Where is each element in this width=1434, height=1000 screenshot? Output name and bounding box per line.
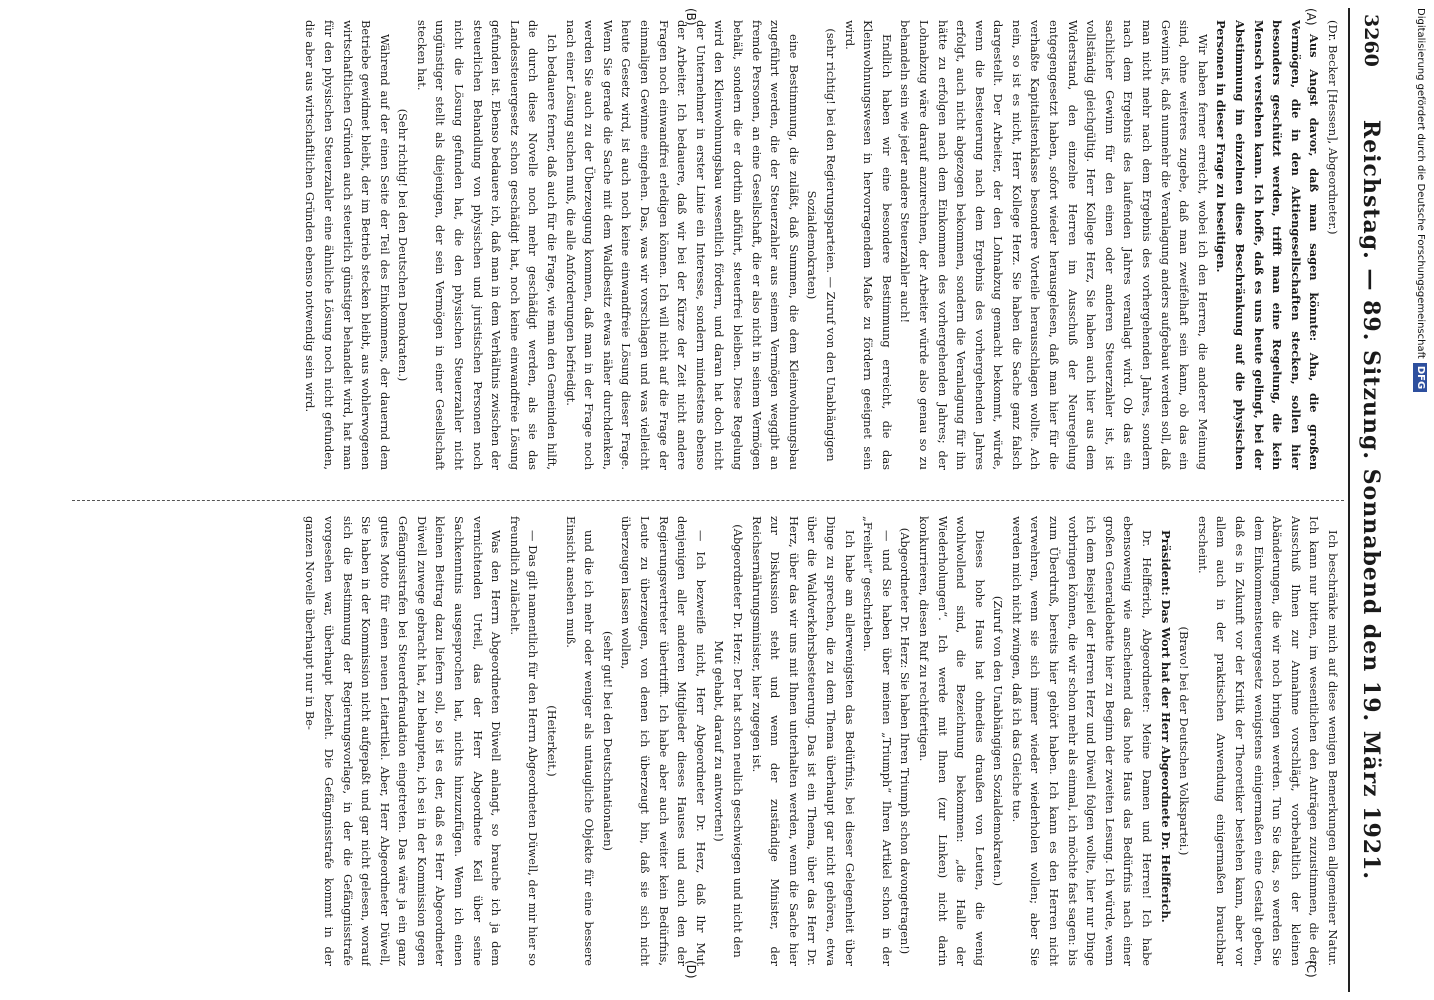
interjection: (Abgeordneter Dr. Herz: Der hat schon neulich geschwiegen und nicht den Mut gehabt, darauf zu antworten!) [712, 524, 745, 958]
paragraph: Was den Herrn Abgeordneten Düwell anlangt, so brauche ich ja dem vernichtenden Urteil, das der Herr Abgeordnete Keil über seine Sachkenntnis ausgesprochen hat, nichts hinzuzufügen. Wenn ich einen kleinen Beitrag dazu liefern soll, so ist es der, daß es Herr Abgeordneter Düwell zuwege gebracht hat, zu behaupten, ich sei in der Kommission gegen Gefängnisstrafen bei Steuerdefraudation eingetreten. Das wäre ja ein ganz gutes Motto für einen neuen Leitartikel. Aber, Herr Abgeordneter Düwell, Sie haben in der Kommission nicht aufgepaßt und gar nicht gelesen, worauf sich die Bestimmung der Regierungsvorlage, in der die Gefängnisstrafe vorgesehen war, überhaupt bezieht. Die Gefängnisstrafe kommt in der ganzen Novelle überhaupt nur in Be- [303, 516, 504, 966]
paragraph: Während auf der einen Seite der Teil des Einkommens, der dauernd dem Betriebe gewidmet bleibt, der im Betrieb stecken bleibt, aus wohlerwogenen wirtschaftlichen Gründen auch steuerlich günstiger behandelt wird, hat man für den physischen Steuerzahler eine ähnliche Lösung noch nicht gefunden, die aber aus wirtschaftlichen Gründen ebenso notwendig sein wird. [303, 20, 392, 470]
page-number: 3260 [1360, 14, 1382, 67]
rotated-page-content [58, 8, 1398, 992]
margin-mark-d: (D) [684, 960, 698, 979]
interjection: (Zuruf von den Unabhängigen Sozialdemokraten.) [991, 595, 1006, 887]
interjection: (sehr gut! bei den Deutschnationalen) [600, 631, 615, 851]
paragraph: Dieses hohe Haus hat ohnedies draußen von Leuten, die wenig wohlwollend sind, die Bezeichnung bekommen: „die Halle der Wiederholungen“. Ich werde mit Ihnen (zur Linken) nicht darin konkurrieren, diesen Ruf zu rechtfertigen. [916, 516, 987, 966]
paragraph: eine Bestimmung, die zuläßt, daß Summen, die dem Kleinwohnungsbau zugeführt werden, die der Steuerzahler aus seinem Vermögen weggibt an fremde Personen, an eine Gesellschaft, die er also nicht in seinem Vermögen behält, sondern die er dorthin abführt, steuerfrei bleiben. Diese Regelung wird den Kleinwohnungsbau wesentlich fördern, und daran hat doch nicht der Unternehmer in erster Linie ein Interesse, sondern mindestens ebenso der Arbeiter. Ich bedauere, daß wir bei der Kürze der Zeit nicht andere Fragen noch einwandfrei erledigen können. Ich will nicht auf die Frage der einmaligen Gewinne eingehen. Das, was wir vorschlagen und was vielleicht heute Gesetz wird, ist auch noch keine einwandfreie Lösung dieser Frage. Wenn Sie gerade die Sache mit dem Waldbesitz etwas näher durchdenken, werden Sie auch zu der Überzeugung kommen, daß man in der Frage noch nach einer Lösung suchen muß, die alle Anforderungen befriedigt. [563, 20, 801, 470]
paragraph: Dr. Helfferich, Abgeordneter: Meine Damen und Herren! Ich habe ebensowenig wie anscheinend das hohe Haus das Bedürfnis nach einer großen Generaldebatte hier zu Beginn der zweiten Lesung. Ich würde, wenn ich dem Beispiel der Herren Herz und Düwell folgen wollte, hier nur Dinge vorbringen können, die wir schon mehr als einmal, ich möchte fast sagen: bis zum Überdruß, bereits hier gehört haben. Ich kann es den Herren nicht verwehren, wenn sie sich immer wieder wiederholen wollen; aber Sie werden mich nicht zwingen, daß ich das Gleiche tue. [1009, 516, 1155, 966]
scanned-page [58, 8, 1398, 992]
interjection: (sehr richtig! bei den Regierungsparteien. — Zuruf von den Unabhängigen Sozialdemokraten) [805, 28, 838, 462]
paragraph: — Ich bezweifle nicht, Herr Abgeordneter Dr. Herz, daß Ihr Mut denjenigen aller anderen Mitglieder dieses Hauses und auch den der Regierungsvertreter übertrifft. Ich habe aber auch weiter kein Bedürfnis, Leute zu überzeugen, von denen ich überzeugt bin, daß sie sich nicht überzeugen lassen wollen, [619, 516, 708, 966]
dfg-logo: DFG [1413, 363, 1427, 392]
paragraph: Aus Angst davor, daß man sagen könnte: Aha, die großen Vermögen, die in den Aktiengesellschaften stecken, sollen hier besonders geschützt werden, trifft man eine Regelung, die kein Mensch verstehen kann. Ich hoffe, daß es uns heute gelingt, bei der Abstimmung im einzelnen diese Beschränkung auf die physischen Personen in dieser Frage zu beseitigen. [1214, 20, 1322, 470]
paragraph: Ich bedauere ferner, daß auch für die Frage, wie man den Gemeinden hilft, die durch diese Novelle noch mehr geschädigt werden, als sie das Landessteuergesetz schon geschädigt hat, noch keine einwandfreie Lösung gefunden ist. Ebenso bedauere ich, daß man in dem Verhältnis zwischen der steuerlichen Behandlung von physischen und juristischen Personen noch nicht die Lösung gefunden hat, die den physischen Steuerzahler nicht ungünstiger stellt als diejenigen, der sein Vermögen in einer Gesellschaft stecken hat. [414, 20, 560, 470]
left-column [72, 20, 1342, 470]
president-line: Präsident: Das Wort hat der Herr Abgeordnete Dr. Helfferich. [1158, 530, 1173, 923]
interjection: (Heiterkeit.) [545, 705, 560, 777]
margin-mark-b: (B) [684, 8, 698, 26]
margin-mark-c: (C) [1304, 960, 1318, 978]
interjection: (Sehr richtig! bei den Deutschen Demokraten.) [396, 108, 411, 382]
interjection: (Bravo! bei der Deutschen Volkspartei.) [1177, 626, 1192, 856]
interjection: (Abgeordneter Dr. Herz: Sie haben Ihren Triumph schon davongetragen!) [898, 527, 913, 955]
paragraph: Endlich haben wir eine besondere Bestimmung erreicht, die das Kleinwohnungswesen in hervorragendem Maße zu fördern geeignet sein wird. [842, 20, 894, 470]
right-column [72, 516, 1342, 966]
speaker-line: (Dr. Becker [Hessen], Abgeordneter.) [1326, 20, 1340, 235]
paragraph: und die ich mehr oder weniger als untaugliche Objekte für eine bessere Einsicht ansehen muß. [563, 516, 597, 966]
paragraph: — und Sie haben über meinen „Triumph“ Ihren Artikel schon in der „Freiheit“ geschrieben. [861, 516, 894, 966]
page-title: Reichstag. — 89. Sitzung. Sonnabend den 19. März 1921. [1358, 119, 1384, 881]
column-divider [72, 500, 1344, 501]
paragraph: — Das gilt namentlich für den Herrn Abgeordneten Düwell, der mir hier so freundlich zulächelt. [507, 516, 541, 966]
paragraph: Ich habe am allerwenigsten das Bedürfnis, bei dieser Gelegenheit über Dinge zu sprechen, die zu dem Thema überhaupt gar nicht gehören, etwa über die Waldverkehrsbesteuerung. Das ist ein Thema, über das Herr Dr. Herz, über das wir uns mit Ihnen unterhalten werden, wenn die Sache hier zur Diskussion steht und wenn der zuständige Minister, der Reichsernährungsminister, hier zugegen ist. [749, 516, 857, 966]
paragraph: Ich beschränke mich auf diese wenigen Bemerkungen allgemeiner Natur. Ich kann nur bitten, im wesentlichen den Anträgen zuzustimmen, die der Ausschuß Ihnen zur Annahme vorschlägt, vorbehaltlich der kleinen Abänderungen, die wir noch bringen werden. Tun Sie das, so werden Sie dem Einkommensteuergesetz wenigstens einigermaßen eine Gestalt geben, daß es in Zukunft vor der Kritik der Theoretiker bestehen kann, aber vor allem auch in der praktischen Anwendung einigermaßen brauchbar erscheint. [1195, 516, 1340, 966]
stamp-text: Digitalisierung gefördert durch die Deutsche Forschungsgemeinschaft [1415, 8, 1426, 359]
digitization-stamp [1410, 8, 1432, 478]
page-header [1348, 8, 1390, 992]
paragraph: Wir haben ferner erreicht, wobei ich den Herren, die anderer Meinung sind, ohne weiteres zugebe, daß man zweifelhaft sein kann, ob das ein Gewinn ist, daß nunmehr die Veranlagung anders aufgebaut werden soll, daß man nicht mehr nach dem Ergebnis des vorhergehenden Jahres, sondern nach dem Ergebnis des laufenden Jahres veranlagt wird. Ob das ein sachlicher Gewinn für den einen oder anderen Steuerzahler ist, ist vollständig gleichgültig. Herr Kollege Herz, Sie haben auch hier aus dem Widerstand, den einzelne Herren im Ausschuß der Neuregelung entgegengesetzt haben, sofort wieder herausgelesen, daß man hier für die verhaßte Kapitalistenklasse besondere Vorteile herausschlagen wollte. Ach nein, so ist es nicht, Herr Kollege Herz. Sie haben die Sache ganz falsch dargestellt. Der Arbeiter, der den Lohnabzug gemacht bekommt, würde, wenn die Besteuerung nach dem Ergebnis des vorhergehenden Jahres erfolgt, auch nicht abgezogen bekommen, sondern die Veranlagung für ihn hätte zu erfolgen nach dem Einkommen des vorhergehenden Jahres; der Lohnabzug wäre darauf anzurechnen, der Arbeiter würde also genau so zu behandeln sein wie jeder andere Steuerzahler auch! [898, 20, 1210, 470]
margin-mark-a: (A) [1304, 8, 1318, 26]
